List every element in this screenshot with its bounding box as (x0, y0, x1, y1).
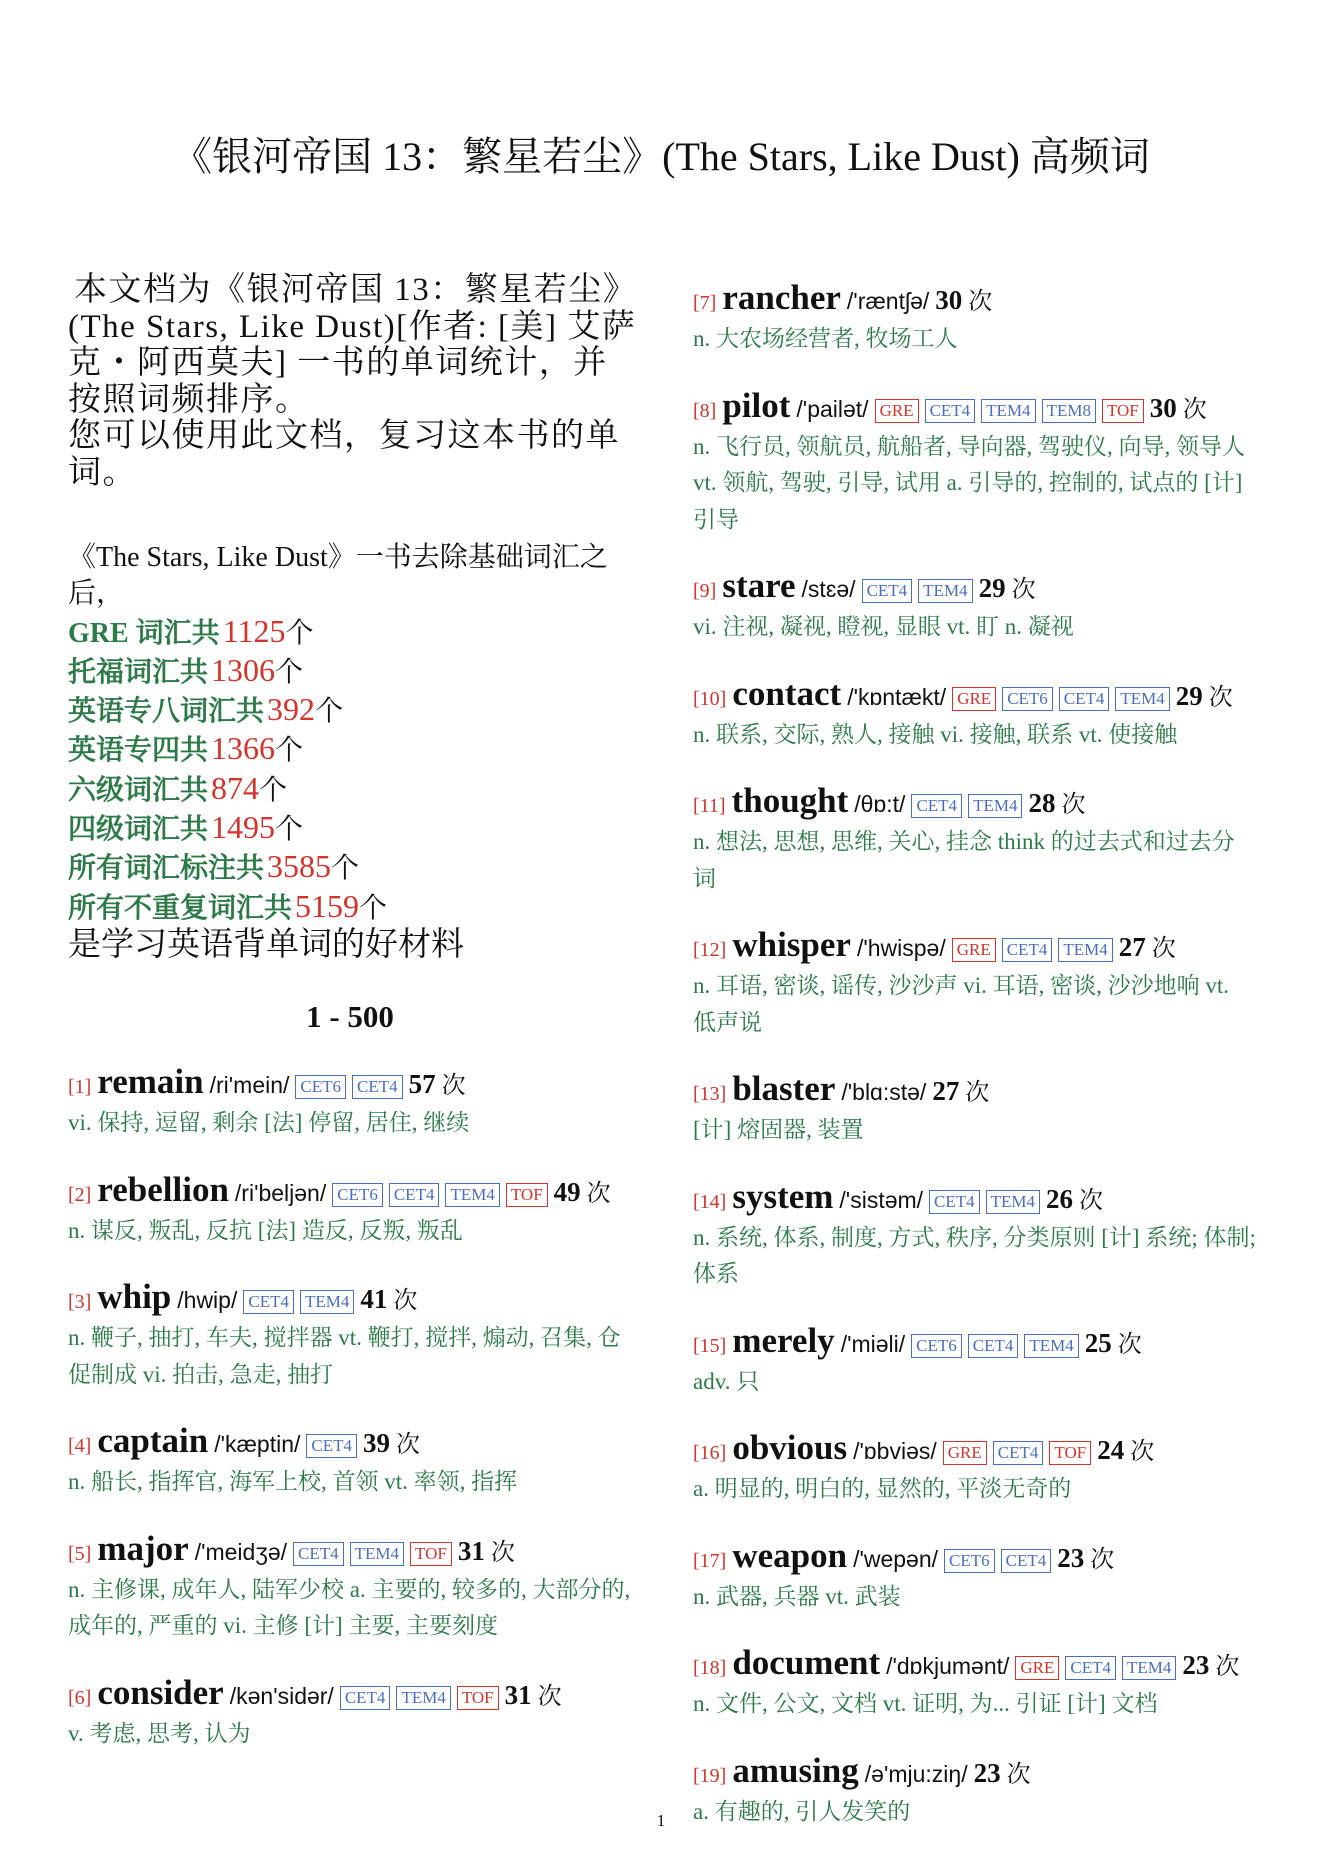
exam-tag-tem4: TEM4 (396, 1686, 450, 1710)
exam-tag-cet4: CET4 (929, 1190, 980, 1214)
entry-index: [1] (68, 1076, 92, 1098)
stat-unit: 个 (359, 892, 388, 924)
phonetic: /'pailət/ (796, 395, 869, 422)
definition: n. 想法, 思想, 思维, 关心, 挂念 think 的过去式和过去分词 (693, 829, 1235, 891)
phonetic: /ri'beljən/ (234, 1179, 327, 1206)
exam-tag-tem4: TEM4 (1058, 938, 1112, 962)
phonetic: /hwip/ (177, 1287, 238, 1313)
entry-headline (693, 783, 1257, 824)
count-unit: 次 (393, 1288, 418, 1314)
frequency-count: 23 (1182, 1650, 1210, 1680)
count-unit: 次 (1130, 1439, 1155, 1465)
headword: document (732, 1643, 881, 1682)
entry-headline (68, 1528, 632, 1572)
exam-tag-cet4: CET4 (293, 1542, 344, 1566)
headword: system (732, 1176, 834, 1216)
frequency-count: 39 (363, 1428, 391, 1458)
stat-label: GRE 词汇共 (68, 617, 220, 649)
phonetic: /kən'sidər/ (229, 1682, 334, 1709)
stat-unit: 个 (275, 735, 304, 767)
entry-headline (693, 1645, 1257, 1686)
definition: n. 系统, 体系, 制度, 方式, 秩序, 分类原则 [计] 系统; 体制; 体系 (693, 1224, 1256, 1286)
exam-tag-tof: TOF (1102, 399, 1144, 423)
entry-index: [19] (693, 1764, 727, 1787)
phonetic: /stɛə/ (801, 576, 856, 602)
intro-text (68, 272, 640, 491)
count-unit: 次 (1061, 792, 1086, 818)
phonetic: /'dɒkjumənt/ (886, 1653, 1010, 1679)
stats-lead: 《The Stars, Like Dust》一书去除基础词汇之后， (68, 542, 608, 610)
entry-headline (693, 1071, 1257, 1112)
exam-tag-tem4: TEM4 (1115, 687, 1169, 711)
definition: vi. 保持, 逗留, 剩余 [法] 停留, 居住, 继续 (68, 1110, 470, 1135)
exam-tag-cet4: CET4 (993, 1441, 1044, 1465)
stat-label: 所有词汇标注共 (68, 853, 265, 885)
stat-unit: 个 (259, 774, 288, 806)
headword: obvious (732, 1428, 848, 1467)
frequency-count: 31 (457, 1535, 485, 1566)
count-unit: 次 (441, 1073, 466, 1099)
stat-label: 托福词汇共 (68, 656, 209, 688)
count-unit: 次 (1117, 1331, 1142, 1358)
definition: n. 武器, 兵器 vt. 武装 (693, 1583, 901, 1609)
word-entry (68, 1064, 632, 1142)
word-entry (693, 1071, 1257, 1149)
definition: n. 鞭子, 抽打, 车夫, 搅拌器 vt. 鞭打, 搅拌, 煽动, 召集, 仓促制成 vi. 拍击, 急走, 抽打 (68, 1325, 621, 1387)
entry-headline (68, 1064, 632, 1105)
intro-paragraph: 您可以使用此文档，复习这本书的单词。 (68, 418, 620, 491)
stat-value: 1366 (211, 730, 276, 767)
phonetic: /ri'mein/ (209, 1072, 290, 1098)
entry-index: [6] (68, 1686, 92, 1709)
exam-tag-cet4: CET4 (306, 1434, 357, 1458)
entry-headline (693, 1535, 1257, 1579)
frequency-count: 49 (553, 1176, 581, 1207)
entry-headline (693, 1430, 1257, 1471)
phonetic: /'ræntʃə/ (846, 288, 930, 314)
entry-headline (693, 927, 1257, 968)
exam-tag-cet6: CET6 (911, 1334, 962, 1358)
word-entry (68, 1528, 632, 1645)
count-unit: 次 (1090, 1546, 1115, 1573)
headword: weapon (732, 1535, 848, 1575)
stat-line (68, 770, 634, 809)
count-unit: 次 (490, 1539, 515, 1566)
count-unit: 次 (1006, 1761, 1031, 1788)
definition: v. 考虑, 思考, 认为 (68, 1720, 251, 1746)
exam-tag-cet4: CET4 (340, 1686, 391, 1710)
exam-tag-cet6: CET6 (944, 1549, 995, 1573)
count-unit: 次 (968, 289, 993, 315)
count-unit: 次 (1182, 396, 1207, 423)
count-unit: 次 (396, 1432, 421, 1458)
exam-tag-tem4: TEM4 (986, 1190, 1040, 1214)
definition: n. 主修课, 成年人, 陆军少校 a. 主要的, 较多的, 大部分的, 成年的, 严重的 vi. 主修 [计] 主要, 主要刻度 (68, 1576, 631, 1638)
stat-value: 874 (211, 769, 260, 806)
count-unit: 次 (586, 1180, 611, 1207)
exam-tag-gre: GRE (875, 399, 919, 423)
word-entry (693, 673, 1257, 754)
entry-index: [14] (693, 1190, 727, 1213)
stat-value: 5159 (295, 887, 360, 924)
headword: remain (97, 1062, 204, 1101)
word-entry (68, 1423, 632, 1501)
headword: blaster (732, 1069, 836, 1108)
exam-tag-gre: GRE (1015, 1656, 1059, 1680)
stat-line (68, 691, 634, 730)
definition: a. 有趣的, 引人发笑的 (693, 1798, 911, 1824)
exam-tag-cet4: CET4 (911, 794, 962, 818)
exam-tag-gre: GRE (952, 687, 996, 711)
stat-value: 392 (267, 691, 316, 728)
frequency-count: 30 (1149, 392, 1177, 423)
count-unit: 次 (1208, 684, 1233, 711)
exam-tag-cet4: CET4 (352, 1075, 403, 1099)
exam-tag-cet4: CET4 (1001, 1549, 1052, 1573)
phonetic: /'miəli/ (840, 1330, 906, 1357)
definition: n. 耳语, 密谈, 谣传, 沙沙声 vi. 耳语, 密谈, 沙沙地响 vt. 低声说 (693, 973, 1230, 1035)
page-title: 《银河帝国 13：繁星若尘》(The Stars, Like Dust) 高频词 (172, 134, 1150, 179)
exam-tag-tof: TOF (410, 1542, 452, 1566)
stat-value: 1125 (222, 612, 286, 649)
word-entry (693, 1535, 1257, 1616)
stat-label: 英语专四共 (68, 735, 209, 767)
entry-headline (68, 1672, 632, 1716)
exam-tag-tem4: TEM4 (968, 794, 1022, 818)
frequency-count: 24 (1097, 1435, 1125, 1465)
exam-tag-cet4: CET4 (389, 1183, 440, 1207)
stat-unit: 个 (275, 656, 304, 688)
stat-line (68, 652, 634, 691)
exam-tag-tem4: TEM4 (1024, 1334, 1078, 1358)
entry-index: [11] (693, 795, 726, 817)
headword: merely (732, 1320, 835, 1360)
exam-tag-cet6: CET6 (1002, 687, 1053, 711)
phonetic: /ə'mju:ziŋ/ (864, 1760, 968, 1787)
count-unit: 次 (1215, 1654, 1240, 1680)
vocabulary-stats (68, 540, 634, 963)
stats-closing: 是学习英语背单词的好材料 (68, 926, 464, 963)
definition: vi. 注视, 凝视, 瞪视, 显眼 vt. 盯 n. 凝视 (693, 614, 1074, 639)
headword: thought (731, 781, 849, 820)
phonetic: /'kæptin/ (214, 1431, 301, 1457)
word-entry (693, 927, 1257, 1041)
frequency-count: 41 (360, 1284, 388, 1314)
headword: contact (732, 673, 842, 713)
exam-tag-cet6: CET6 (332, 1183, 383, 1207)
exam-tag-gre: GRE (952, 938, 996, 962)
stat-value: 1495 (211, 809, 276, 846)
word-entry (693, 783, 1257, 897)
stat-value: 3585 (267, 848, 332, 885)
headword: captain (97, 1421, 209, 1460)
definition: n. 飞行员, 领航员, 航船者, 导向器, 驾驶仪, 向导, 领导人 vt. 领航, 驾驶, 引导, 试用 a. 引导的, 控制的, 试点的 [计] 引导 (693, 433, 1245, 532)
entry-index: [10] (693, 687, 727, 710)
headword: rancher (722, 278, 841, 317)
exam-tag-cet4: CET4 (1002, 938, 1053, 962)
entry-index: [5] (68, 1542, 92, 1565)
exam-tag-tem8: TEM8 (1042, 399, 1096, 423)
phonetic: /'kɒntækt/ (847, 683, 947, 710)
entry-index: [16] (693, 1442, 727, 1464)
count-unit: 次 (1011, 577, 1036, 603)
exam-tag-tem4: TEM4 (445, 1183, 499, 1207)
exam-tag-cet4: CET4 (1065, 1656, 1116, 1680)
stat-label: 六级词汇共 (68, 774, 209, 806)
phonetic: /'wepən/ (853, 1545, 939, 1572)
phonetic: /'sistəm/ (839, 1186, 924, 1213)
entry-headline (68, 1169, 632, 1213)
exam-tag-cet6: CET6 (295, 1075, 346, 1099)
count-unit: 次 (965, 1080, 990, 1106)
right-column (693, 280, 1257, 1860)
entry-headline (693, 280, 1257, 321)
frequency-count: 30 (935, 285, 963, 315)
stat-line (68, 848, 634, 887)
phonetic: /θɒ:t/ (854, 791, 906, 817)
exam-tag-cet4: CET4 (862, 579, 913, 603)
entry-index: [2] (68, 1183, 92, 1206)
exam-tag-tof: TOF (506, 1183, 548, 1207)
word-entry (693, 280, 1257, 358)
count-unit: 次 (1079, 1187, 1104, 1214)
stat-unit: 个 (331, 853, 360, 885)
definition: n. 船长, 指挥官, 海军上校, 首领 vt. 率领, 指挥 (68, 1469, 518, 1494)
entry-index: [4] (68, 1435, 92, 1457)
phonetic: /'ɒbviəs/ (853, 1438, 937, 1464)
exam-tag-tof: TOF (1049, 1441, 1091, 1465)
definition: adv. 只 (693, 1368, 760, 1394)
count-unit: 次 (537, 1683, 562, 1710)
stat-label: 四级词汇共 (68, 814, 209, 846)
stat-line (68, 888, 634, 927)
exam-tag-cet4: CET4 (968, 1334, 1019, 1358)
headword: stare (722, 566, 796, 605)
headword: rebellion (97, 1169, 229, 1209)
stat-unit: 个 (275, 814, 304, 846)
entry-index: [3] (68, 1291, 92, 1313)
stat-label: 所有不重复词汇共 (68, 892, 293, 924)
count-unit: 次 (1151, 936, 1176, 962)
entry-headline (693, 1176, 1257, 1220)
entry-index: [9] (693, 580, 717, 602)
exam-tag-tem4: TEM4 (1122, 1656, 1176, 1680)
stat-value: 1306 (211, 651, 276, 688)
frequency-count: 27 (932, 1076, 960, 1106)
stat-unit: 个 (285, 617, 314, 649)
exam-tag-gre: GRE (943, 1441, 987, 1465)
entry-index: [8] (693, 399, 717, 422)
intro-paragraph: 本文档为《银河帝国 13：繁星若尘》(The Stars, Like Dust)[作者: [美] 艾萨克・阿西莫夫] 一书的单词统计，并按照词频排序。 (68, 272, 638, 418)
exam-tag-cet4: CET4 (925, 399, 976, 423)
exam-tag-tem4: TEM4 (918, 579, 972, 603)
entry-index: [12] (693, 939, 727, 961)
headword: amusing (732, 1750, 859, 1790)
entry-headline (693, 1750, 1257, 1794)
entry-headline (693, 568, 1257, 609)
frequency-count: 25 (1084, 1327, 1112, 1358)
definition: n. 大农场经营者, 牧场工人 (693, 326, 958, 351)
frequency-count: 29 (978, 573, 1006, 603)
stat-label: 英语专八词汇共 (68, 696, 265, 728)
entry-headline (68, 1423, 632, 1464)
phonetic: /'hwispə/ (856, 935, 946, 961)
headword: consider (97, 1672, 224, 1712)
entry-headline (68, 1279, 632, 1320)
headword: whip (97, 1277, 172, 1316)
exam-tag-tem4: TEM4 (981, 399, 1035, 423)
frequency-count: 57 (408, 1069, 436, 1099)
definition: [计] 熔固器, 装置 (693, 1117, 864, 1142)
frequency-count: 27 (1118, 932, 1146, 962)
entry-headline (693, 1320, 1257, 1364)
exam-tag-tof: TOF (457, 1686, 499, 1710)
frequency-count: 28 (1028, 788, 1056, 818)
definition: n. 谋反, 叛乱, 反抗 [法] 造反, 反叛, 叛乱 (68, 1217, 463, 1243)
definition: n. 文件, 公文, 文档 vt. 证明, 为... 引证 [计] 文档 (693, 1691, 1158, 1716)
page-number: 1 (656, 1811, 666, 1830)
word-entry (693, 385, 1257, 539)
stat-line (68, 809, 634, 848)
word-entry (693, 1320, 1257, 1401)
definition: n. 联系, 交际, 熟人, 接触 vi. 接触, 联系 vt. 使接触 (693, 721, 1178, 747)
headword: pilot (722, 385, 791, 425)
phonetic: /'meidʒə/ (194, 1538, 288, 1565)
word-entry (693, 1430, 1257, 1508)
frequency-count: 23 (973, 1757, 1001, 1788)
frequency-count: 26 (1046, 1183, 1074, 1214)
entry-index: [17] (693, 1549, 727, 1572)
stat-line (68, 613, 634, 652)
entry-index: [15] (693, 1334, 727, 1357)
stat-unit: 个 (315, 696, 344, 728)
exam-tag-cet4: CET4 (243, 1290, 294, 1314)
entry-index: [18] (693, 1657, 727, 1679)
exam-tag-cet4: CET4 (1059, 687, 1110, 711)
phonetic: /'blɑ:stə/ (841, 1079, 927, 1105)
word-entry (68, 1279, 632, 1393)
frequency-count: 23 (1057, 1542, 1085, 1573)
definition: a. 明显的, 明白的, 显然的, 平淡无奇的 (693, 1476, 1072, 1501)
frequency-count: 31 (504, 1679, 532, 1710)
entry-index: [13] (693, 1083, 727, 1105)
word-entry (693, 568, 1257, 646)
entry-headline (693, 385, 1257, 429)
word-entry (693, 1176, 1257, 1293)
word-entry (68, 1672, 632, 1753)
exam-tag-tem4: TEM4 (300, 1290, 354, 1314)
entry-index: [7] (693, 292, 717, 314)
headword: major (97, 1528, 189, 1568)
word-entry (693, 1645, 1257, 1723)
entry-headline (693, 673, 1257, 717)
frequency-count: 29 (1175, 680, 1203, 711)
range-heading: 1 - 500 (306, 999, 394, 1034)
stat-line (68, 730, 634, 769)
headword: whisper (732, 925, 851, 964)
exam-tag-tem4: TEM4 (350, 1542, 404, 1566)
word-entry (68, 1169, 632, 1250)
left-column (68, 1064, 632, 1782)
